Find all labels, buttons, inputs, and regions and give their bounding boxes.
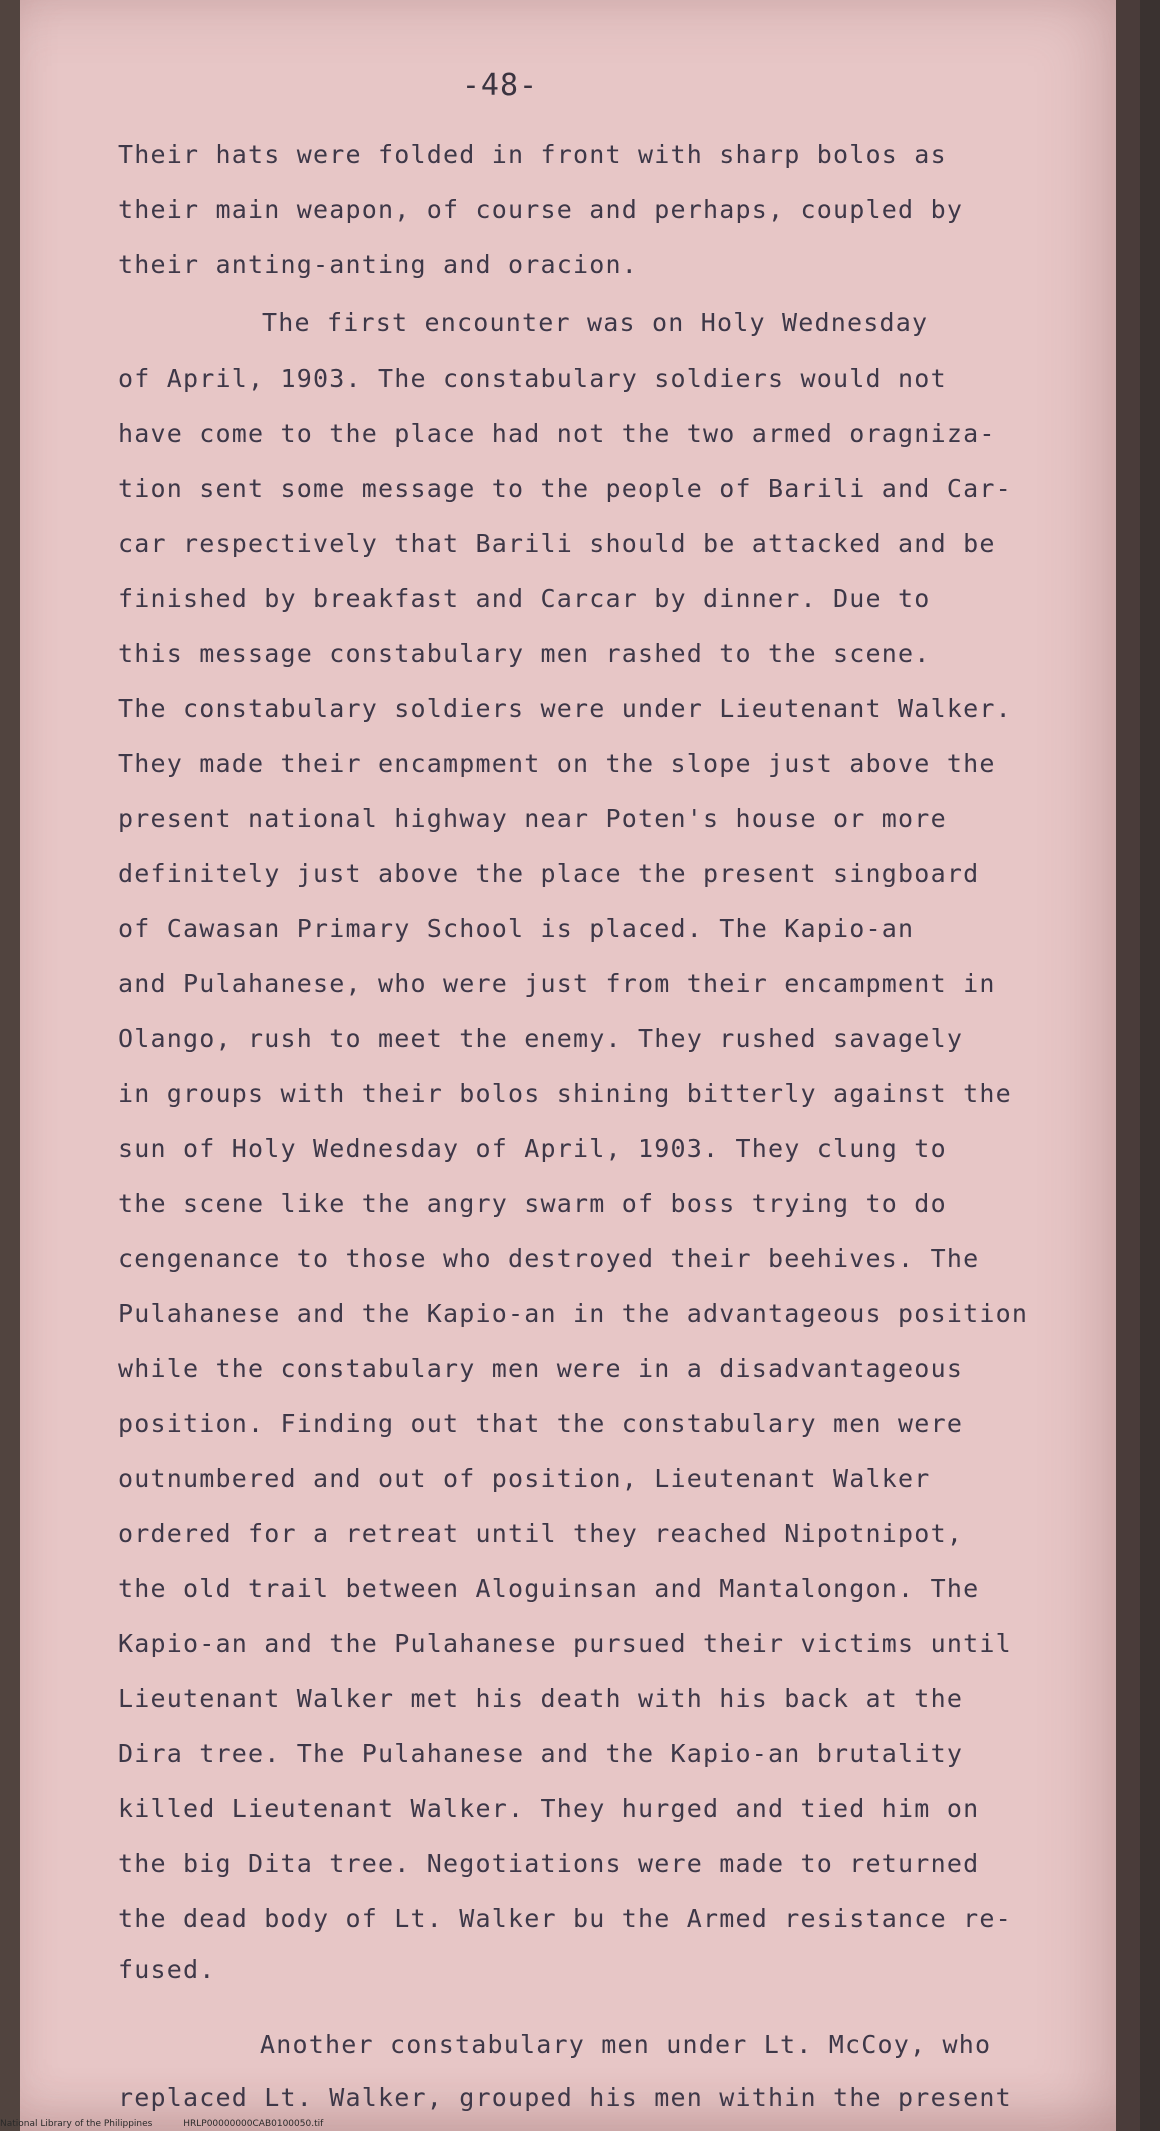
text-line: killed Lieutenant Walker. They hurged and tied him on: [118, 1794, 980, 1823]
file-name: HRLP00000000CAB0100050.tif: [183, 2119, 324, 2129]
text-line: The constabulary soldiers were under Lieutenant Walker.: [118, 694, 1012, 723]
library-name: National Library of the Philippines: [0, 2119, 153, 2129]
text-line: Lieutenant Walker met his death with his back at the: [118, 1684, 964, 1713]
text-line: The first encounter was on Holy Wednesday: [262, 308, 929, 337]
text-line: the scene like the angry swarm of boss trying to do: [118, 1189, 947, 1218]
text-line: Kapio-an and the Pulahanese pursued their victims until: [118, 1629, 1012, 1658]
text-line: sun of Holy Wednesday of April, 1903. They clung to: [118, 1134, 947, 1163]
text-line: ordered for a retreat until they reached Nipotnipot,: [118, 1519, 964, 1548]
text-line: the dead body of Lt. Walker bu the Armed resistance re-: [118, 1904, 1012, 1933]
page-number: -48-: [461, 68, 539, 103]
text-line: in groups with their bolos shining bitterly against the: [118, 1079, 1012, 1108]
text-line: this message constabulary men rashed to the scene.: [118, 639, 931, 668]
text-line: Another constabulary men under Lt. McCoy, who: [260, 2030, 992, 2059]
document-page: [20, 0, 1140, 2131]
text-line: the old trail between Aloguinsan and Mantalongon. The: [118, 1574, 980, 1603]
text-line: Their hats were folded in front with sharp bolos as: [118, 140, 947, 169]
text-line: tion sent some message to the people of Barili and Car-: [118, 474, 1012, 503]
text-line: position. Finding out that the constabulary men were: [118, 1409, 964, 1438]
text-line: replaced Lt. Walker, grouped his men within the present: [118, 2083, 1012, 2112]
text-line: have come to the place had not the two armed oragniza-: [118, 419, 996, 448]
text-line: Pulahanese and the Kapio-an in the advantageous position: [118, 1299, 1029, 1328]
text-line: definitely just above the place the present singboard: [118, 859, 980, 888]
text-line: of April, 1903. The constabulary soldiers would not: [118, 364, 947, 393]
text-line: and Pulahanese, who were just from their encampment in: [118, 969, 996, 998]
text-line: their anting-anting and oracion.: [118, 250, 639, 279]
scan-footer: [0, 2119, 351, 2129]
text-line: their main weapon, of course and perhaps, coupled by: [118, 195, 964, 224]
text-line: the big Dita tree. Negotiations were made to returned: [118, 1849, 980, 1878]
text-line: finished by breakfast and Carcar by dinner. Due to: [118, 584, 931, 613]
text-line: while the constabulary men were in a disadvantageous: [118, 1354, 964, 1383]
text-line: outnumbered and out of position, Lieutenant Walker: [118, 1464, 931, 1493]
book-spine-right: [1116, 0, 1140, 2131]
book-spine-left: [0, 0, 20, 2131]
text-line: fused.: [118, 1955, 216, 1984]
text-line: Dira tree. The Pulahanese and the Kapio-an brutality: [118, 1739, 964, 1768]
text-line: present national highway near Poten's house or more: [118, 804, 947, 833]
text-line: They made their encampment on the slope just above the: [118, 749, 996, 778]
text-line: Olango, rush to meet the enemy. They rushed savagely: [118, 1024, 964, 1053]
text-line: cengenance to those who destroyed their beehives. The: [118, 1244, 980, 1273]
text-line: of Cawasan Primary School is placed. The Kapio-an: [118, 914, 915, 943]
text-line: car respectively that Barili should be attacked and be: [118, 529, 996, 558]
